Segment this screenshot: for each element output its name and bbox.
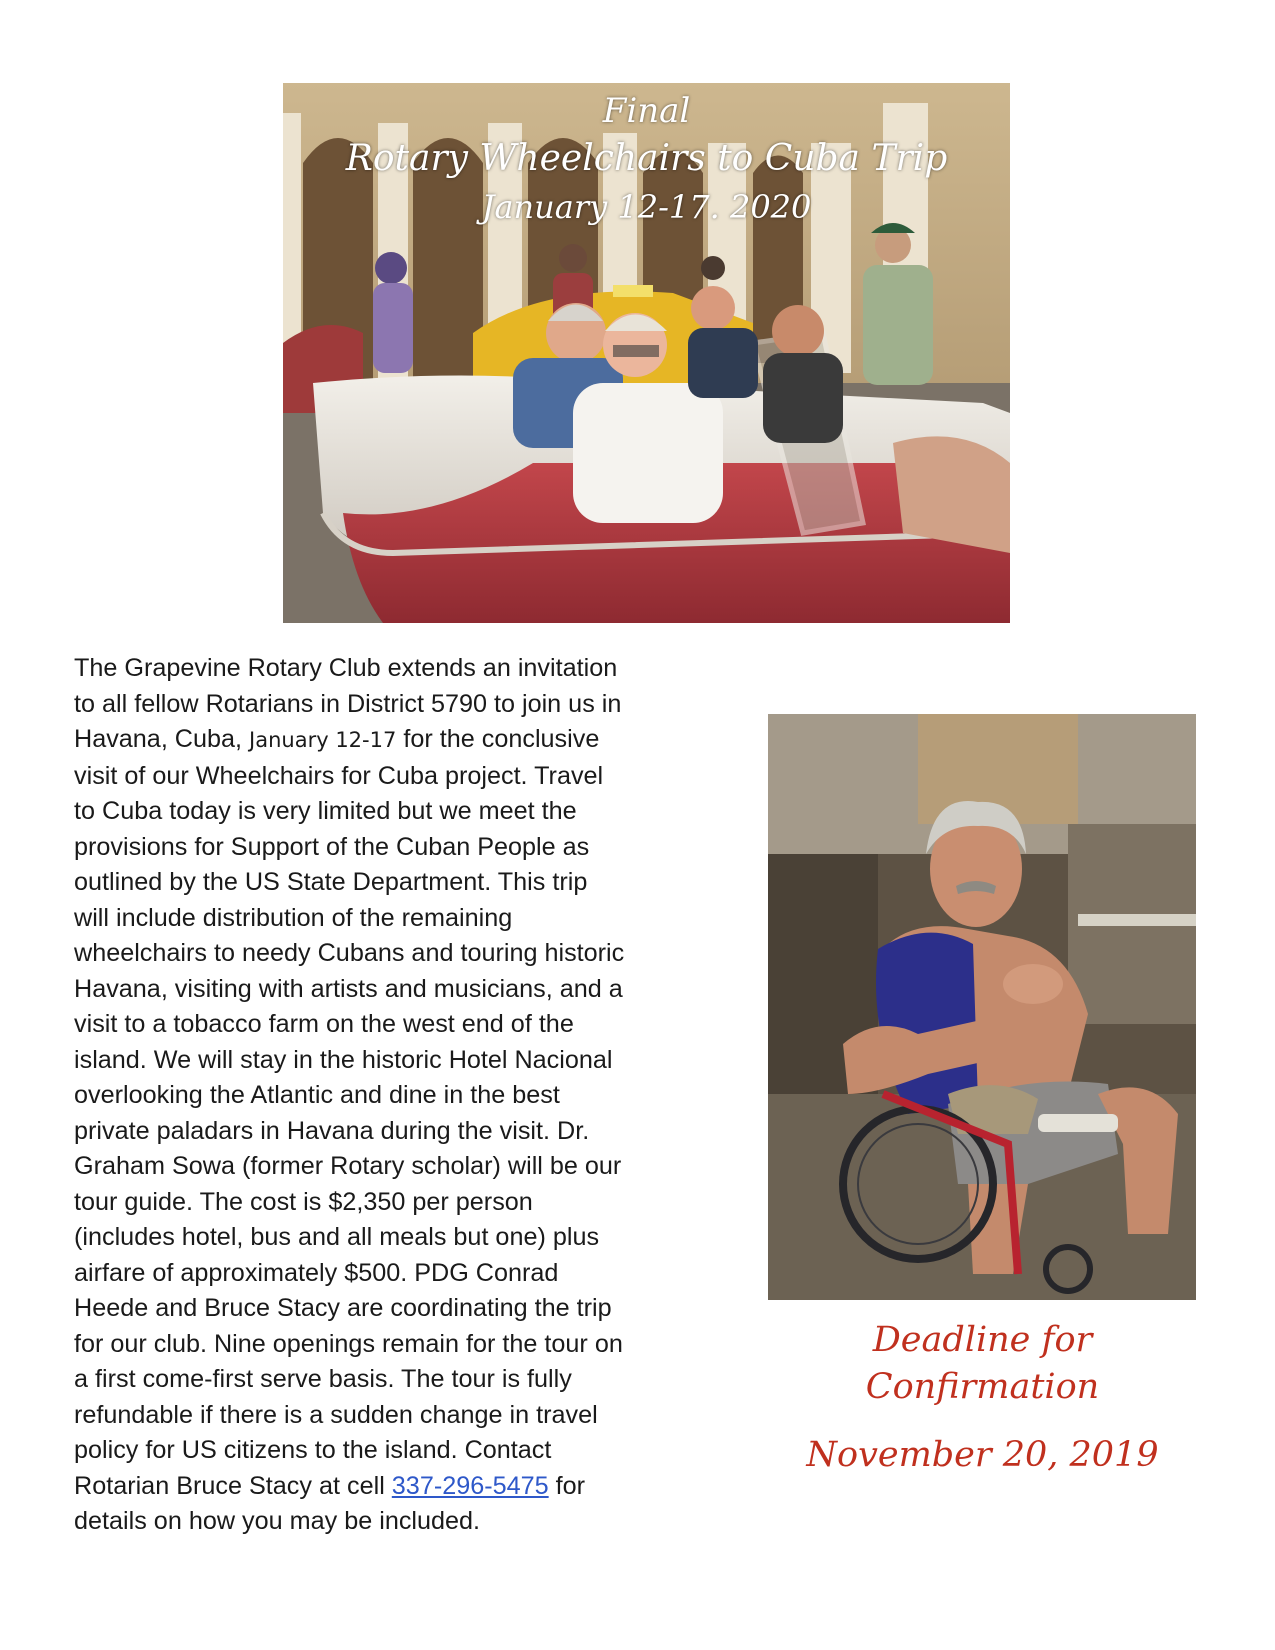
trip-dates: January 12-17 [249, 728, 397, 752]
deadline-heading-line-2: Confirmation [865, 1367, 1100, 1407]
hero-title-line-2: Rotary Wheelchairs to Cuba Trip [345, 138, 948, 179]
body-line: details on how you may be included. [74, 1507, 481, 1535]
wheelchair-recipient-photo [768, 714, 1196, 1300]
deadline-date: November 20, 2019 [806, 1435, 1159, 1475]
body-line: for our club. Nine openings remain for the tour on [74, 1329, 623, 1358]
phone-link[interactable]: 337-296-5475 [391, 1471, 549, 1500]
body-line: visit of our Wheelchairs for Cuba project. Travel [74, 761, 604, 790]
contact-suffix: for [555, 1471, 586, 1500]
body-line: Heede and Bruce Stacy are coordinating the trip [74, 1294, 612, 1322]
body-line: will include distribution of the remaining [74, 903, 513, 932]
body-line: a first come-first serve basis. The tour is fully [74, 1365, 572, 1393]
body-line: overlooking the Atlantic and dine in the best [74, 1081, 560, 1109]
body-line: airfare of approximately $500. PDG Conrad [74, 1258, 559, 1287]
body-line: policy for US citizens to the island. Contact [74, 1436, 552, 1464]
deadline-heading-line-1: Deadline for [872, 1320, 1093, 1360]
body-line: to all fellow Rotarians in District 5790 to join us in [74, 689, 622, 718]
body-line-suffix: for the conclusive [403, 725, 600, 753]
body-line: tour guide. The cost is $2,350 per person [74, 1187, 533, 1216]
body-line: refundable if there is a sudden change in travel [74, 1400, 598, 1429]
body-line [74, 722, 724, 759]
hero-title-line-1: Final [602, 91, 691, 131]
body-line: Graham Sowa (former Rotary scholar) will be our [74, 1152, 622, 1180]
body-line [74, 1469, 724, 1505]
hero-title-line-3: January 12-17. 2020 [481, 188, 812, 226]
hero-photo [283, 83, 1010, 623]
body-line: visit to a tobacco farm on the west end of the [74, 1010, 574, 1038]
contact-prefix: Rotarian Bruce Stacy at cell [74, 1471, 385, 1500]
body-line: provisions for Support of the Cuban People as [74, 832, 590, 861]
body-line: island. We will stay in the historic Hotel Nacional [74, 1045, 613, 1074]
body-line: The Grapevine Rotary Club extends an invitation [74, 654, 618, 682]
body-line: private paladars in Havana during the visit. Dr. [74, 1116, 590, 1145]
body-line: (includes hotel, bus and all meals but one) plus [74, 1223, 600, 1251]
body-line: outlined by the US State Department. This trip [74, 868, 588, 896]
body-line: Havana, visiting with artists and musicians, and a [74, 974, 623, 1003]
invitation-paragraph [74, 651, 724, 1540]
portrait-illustration [768, 714, 1196, 1300]
body-line: to Cuba today is very limited but we meet the [74, 797, 577, 825]
body-line: wheelchairs to needy Cubans and touring historic [74, 939, 625, 967]
havana-prefix: Havana, Cuba, [74, 725, 243, 753]
